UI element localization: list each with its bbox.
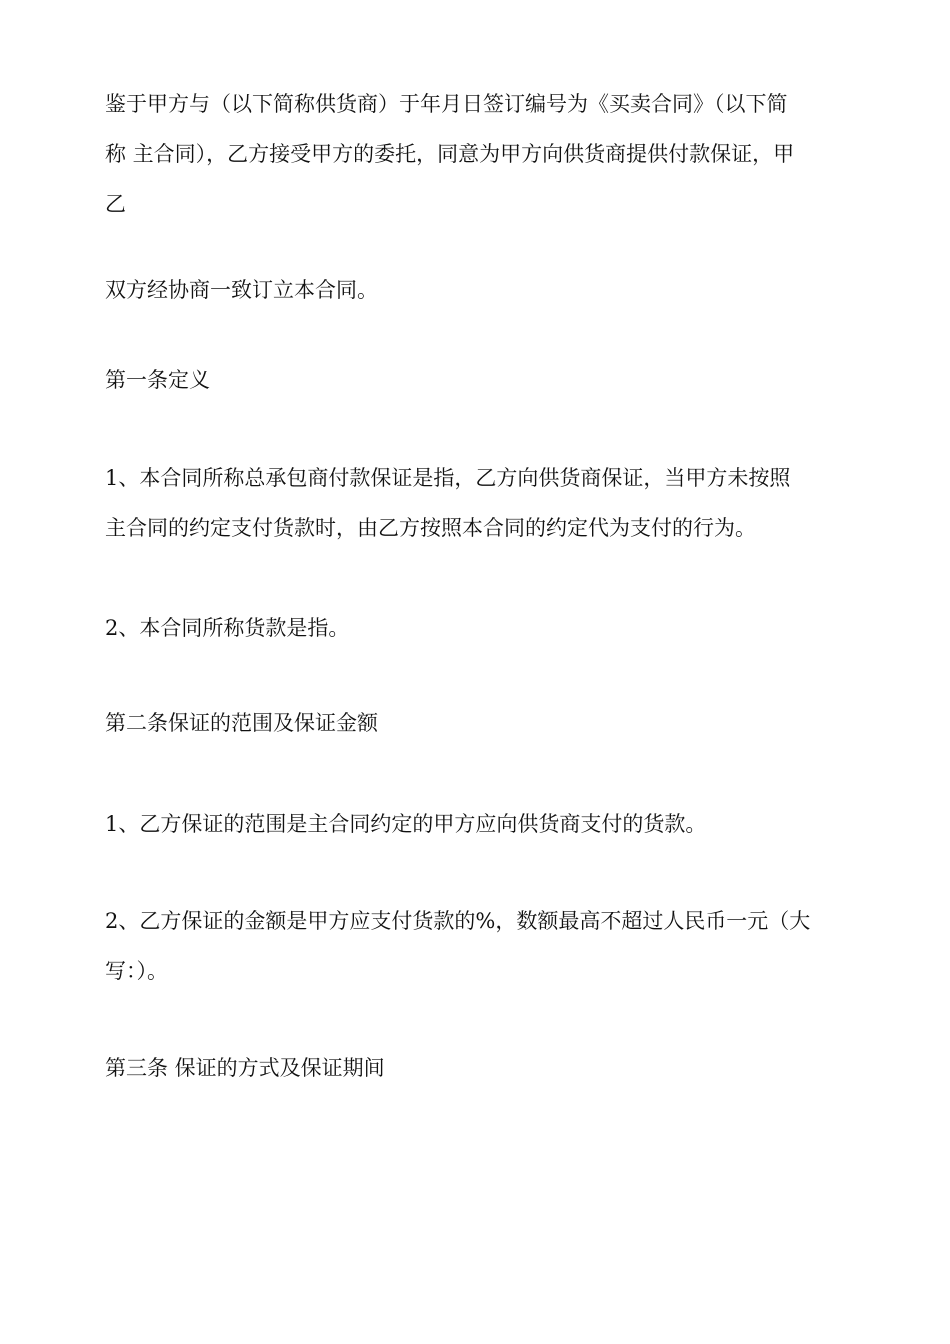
clause-1-1-line-1: 1、本合同所称总承包商付款保证是指，乙方向供货商保证，当甲方未按照 xyxy=(105,466,791,490)
clause-2-1: 1、乙方保证的范围是主合同约定的甲方应向供货商支付的货款。 xyxy=(105,812,707,836)
clause-1-2: 2、本合同所称货款是指。 xyxy=(105,616,350,640)
paragraph-intro-line-2: 称 主合同），乙方接受甲方的委托，同意为甲方向供货商提供付款保证，甲 xyxy=(105,142,795,166)
paragraph-intro-line-1: 鉴于甲方与（以下简称供货商）于年月日签订编号为《买卖合同》（以下简 xyxy=(105,92,788,116)
section-heading-2: 第二条保证的范围及保证金额 xyxy=(105,711,378,735)
section-heading-3: 第三条 保证的方式及保证期间 xyxy=(105,1056,385,1080)
paragraph-intro-line-3: 乙 xyxy=(105,192,126,216)
clause-2-2-line-2: 写：）。 xyxy=(105,959,168,983)
section-heading-1: 第一条定义 xyxy=(105,368,210,392)
clause-1-1-line-2: 主合同的约定支付货款时，由乙方按照本合同的约定代为支付的行为。 xyxy=(105,516,756,540)
paragraph-intro-line-4: 双方经协商一致订立本合同。 xyxy=(105,278,378,302)
clause-2-2-line-1: 2、乙方保证的金额是甲方应支付货款的%，数额最高不超过人民币一元（大 xyxy=(105,909,811,933)
